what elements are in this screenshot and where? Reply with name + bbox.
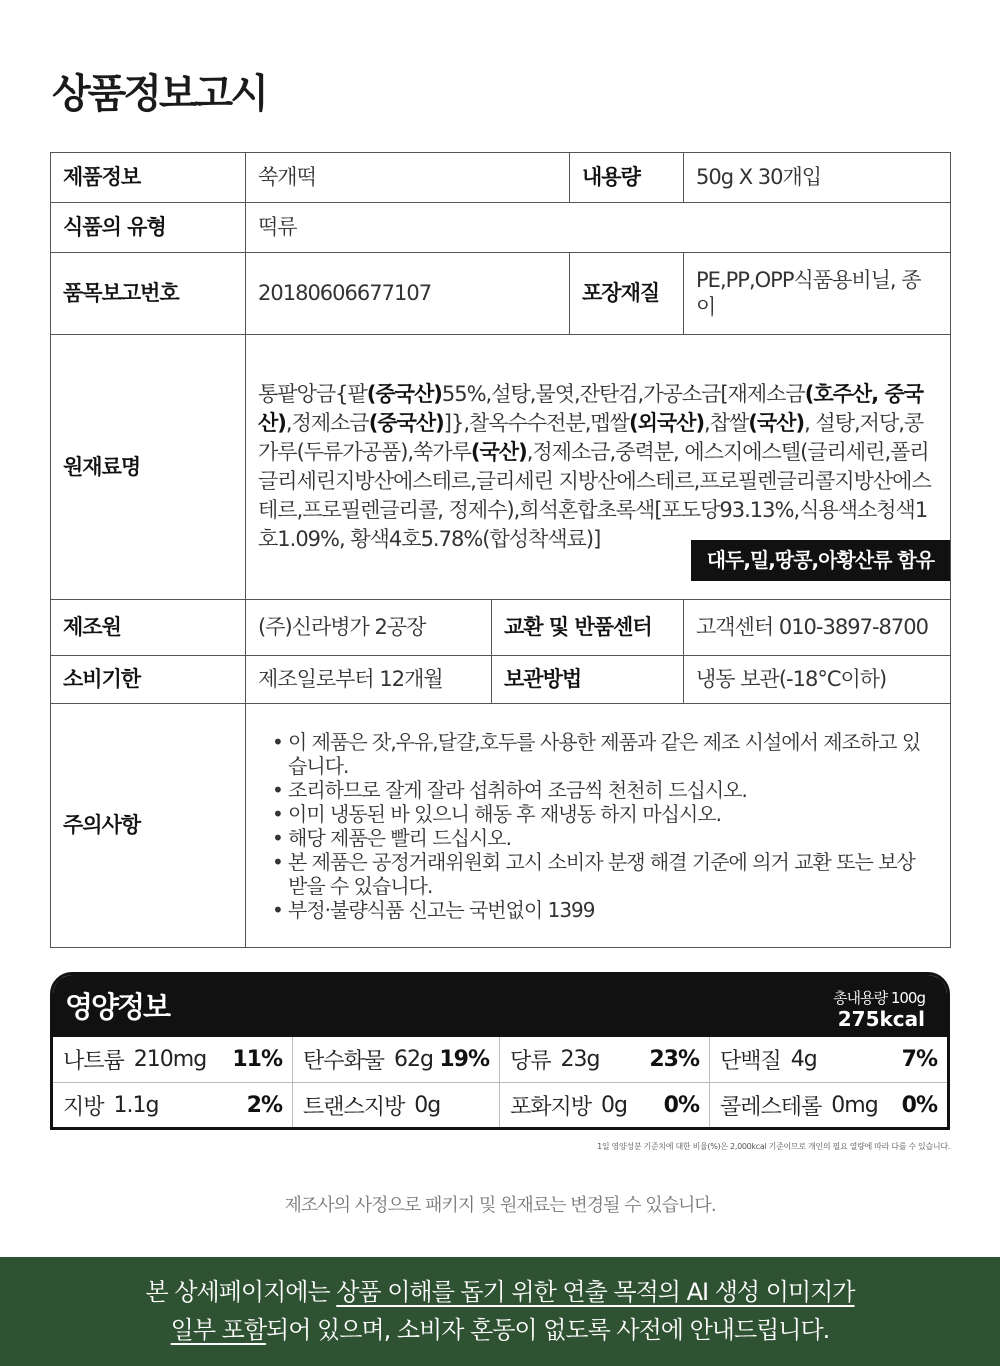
expiry-label: 소비기한 (51, 656, 246, 704)
ingredient-part: ]},찰옥수수전분,멥쌀 (443, 411, 629, 435)
nutrient-amount: 62g (394, 1047, 433, 1072)
ingredient-part: , 설탕,저당,콩가루(두류가공품),쑥가루 (258, 411, 924, 464)
product-info-table (50, 152, 951, 948)
nutrient-name: 단백질 (720, 1049, 781, 1074)
nutrient-amount: 0g (414, 1092, 441, 1118)
ingredients-label: 원재료명 (51, 335, 246, 600)
banner-line-1 (0, 1273, 1000, 1311)
nutrition-header (53, 975, 947, 1037)
row-ingredients (51, 335, 951, 600)
nutrient-name: 지방 (63, 1094, 104, 1120)
banner-underlined-text: 상품 이해를 돕기 위한 연출 목적의 AI 생성 이미지가 (336, 1278, 855, 1306)
caution-item: • 이미 냉동된 바 있으니 해동 후 재냉동 하지 마십시오. (272, 802, 938, 826)
cautions-list (258, 730, 938, 922)
content-amount-value: 50g X 30개입 (684, 153, 951, 203)
nutrient-amount: 4g (790, 1047, 817, 1072)
ingredient-part: ,정제소금,중력분, 에스지에스텔(글리세린,폴리글리세린지방산에스테르,글리세린 지방산에스테르,프로필렌글리콜지방산에스테르,프로필렌글리콜, 정제수),희석혼합초록색[포도당93.13%,식용색소청색1호1.09%, 황색4호5.78%(합성착색료)] (258, 440, 931, 551)
ingredient-part: 통팥앙금{팥 (258, 382, 367, 406)
row-cautions (51, 704, 951, 948)
nutrient-name: 당류 (510, 1049, 551, 1074)
exchange-center-value: 고객센터 010-3897-8700 (684, 600, 951, 656)
row-manufacturer (51, 600, 951, 656)
product-info-label: 제품정보 (51, 153, 246, 203)
packaging-label: 포장재질 (570, 253, 684, 335)
origin-bold: (국산) (470, 440, 527, 464)
nutrient-sodium (53, 1037, 293, 1083)
caution-item: • 부정·불량식품 신고는 국번없이 1399 (272, 898, 938, 922)
nutrient-name: 나트륨 (63, 1049, 124, 1074)
origin-bold: (국산) (748, 411, 805, 435)
nutrient-amount: 1.1g (113, 1092, 159, 1118)
package-change-notice: 제조사의 사정으로 패키지 및 원재료는 변경될 수 있습니다. (284, 1195, 716, 1216)
nutrient-amount: 0mg (831, 1092, 878, 1118)
nutrient-percent: 23% (649, 1047, 699, 1072)
nutrient-name: 탄수화물 (303, 1049, 385, 1074)
origin-bold: (중국산) (366, 382, 442, 406)
nutrition-total: 총내용량 100g (833, 989, 925, 1007)
banner-text: 되어 있으며, 소비자 혼동이 없도록 사전에 안내드립니다. (266, 1316, 830, 1344)
nutrient-percent: 0% (901, 1092, 937, 1118)
nutrient-carbohydrate (293, 1037, 500, 1083)
page-title: 상품정보고시 (52, 71, 266, 117)
caution-item: • 이 제품은 잣,우유,달걀,호두를 사용한 제품과 같은 제조 시설에서 제조하고 있습니다. (272, 730, 938, 778)
nutrient-fat (53, 1083, 293, 1127)
manufacturer-value: (주)신라병가 2공장 (246, 600, 492, 656)
origin-bold: (외국산) (628, 411, 705, 435)
row-expiry (51, 656, 951, 704)
nutrient-amount: 210mg (133, 1047, 207, 1072)
nutrient-amount: 0g (601, 1092, 627, 1118)
nutrient-cholesterol (710, 1083, 947, 1127)
nutrient-protein (710, 1037, 947, 1083)
expiry-value: 제조일로부터 12개월 (246, 656, 492, 704)
storage-label: 보관방법 (492, 656, 684, 704)
origin-bold: (중국산) (368, 411, 444, 435)
nutrient-percent: 0% (663, 1092, 699, 1118)
report-number-label: 품목보고번호 (51, 253, 246, 335)
nutrient-percent: 19% (439, 1047, 489, 1072)
caution-item: • 해당 제품은 빨리 드십시오. (272, 826, 938, 850)
content-amount-label: 내용량 (570, 153, 684, 203)
ai-image-disclosure-banner (0, 1257, 1000, 1366)
nutrient-trans-fat (293, 1083, 500, 1127)
storage-value: 냉동 보관(-18°C이하) (684, 656, 951, 704)
banner-underlined-text: 일부 포함 (170, 1316, 267, 1344)
nutrient-name: 포화지방 (510, 1094, 592, 1120)
ingredients-cell (246, 335, 951, 600)
food-type-label: 식품의 유형 (51, 203, 246, 253)
row-report-number (51, 253, 951, 335)
ingredients-text (258, 380, 938, 554)
nutrient-name: 콜레스테롤 (720, 1094, 822, 1120)
origin-bold: (호주산, 중국산) (258, 382, 924, 435)
nutrition-panel (50, 972, 950, 1130)
row-food-type (51, 203, 951, 253)
nutrition-grid (53, 1037, 947, 1127)
ingredient-part: 55%,설탕,물엿,잔탄검,가공소금[재제소금 (441, 382, 805, 406)
nutrient-saturated-fat (500, 1083, 710, 1127)
cautions-label: 주의사항 (51, 704, 246, 948)
product-info-value: 쑥개떡 (246, 153, 570, 203)
banner-text: 본 상세페이지에는 (145, 1278, 337, 1306)
ingredient-part: ,찹쌀 (704, 411, 749, 435)
food-type-value: 떡류 (246, 203, 951, 253)
report-number-value: 20180606677107 (246, 253, 570, 335)
caution-item: • 조리하므로 잘게 잘라 섭취하여 조금씩 천천히 드십시오. (272, 778, 938, 802)
manufacturer-label: 제조원 (51, 600, 246, 656)
nutrition-title: 영양정보 (65, 990, 170, 1024)
nutrient-amount: 23g (560, 1047, 600, 1072)
nutrient-sugars (500, 1037, 710, 1083)
nutrition-footnote: 1일 영양성분 기준치에 대한 비율(%)은 2,000kcal 기준이므로 개인의 필요 열량에 따라 다를 수 있습니다. (597, 1142, 950, 1151)
nutrient-percent: 2% (246, 1092, 282, 1118)
row-product-info (51, 153, 951, 203)
nutrition-kcal: 275kcal (837, 1007, 925, 1031)
packaging-value: PE,PP,OPP식품용비닐, 종이 (684, 253, 951, 335)
cautions-cell (246, 704, 951, 948)
nutrient-name: 트랜스지방 (303, 1094, 405, 1120)
ingredient-part: ,정제소금 (285, 411, 369, 435)
exchange-center-label: 교환 및 반품센터 (492, 600, 684, 656)
caution-item: • 본 제품은 공정거래위원회 고시 소비자 분쟁 해결 기준에 의거 교환 또는 보상 받을 수 있습니다. (272, 850, 938, 898)
nutrient-percent: 11% (232, 1047, 282, 1072)
nutrient-percent: 7% (901, 1047, 937, 1072)
banner-line-2 (0, 1311, 1000, 1349)
allergen-badge: 대두,밀,땅콩,아황산류 함유 (691, 540, 950, 581)
